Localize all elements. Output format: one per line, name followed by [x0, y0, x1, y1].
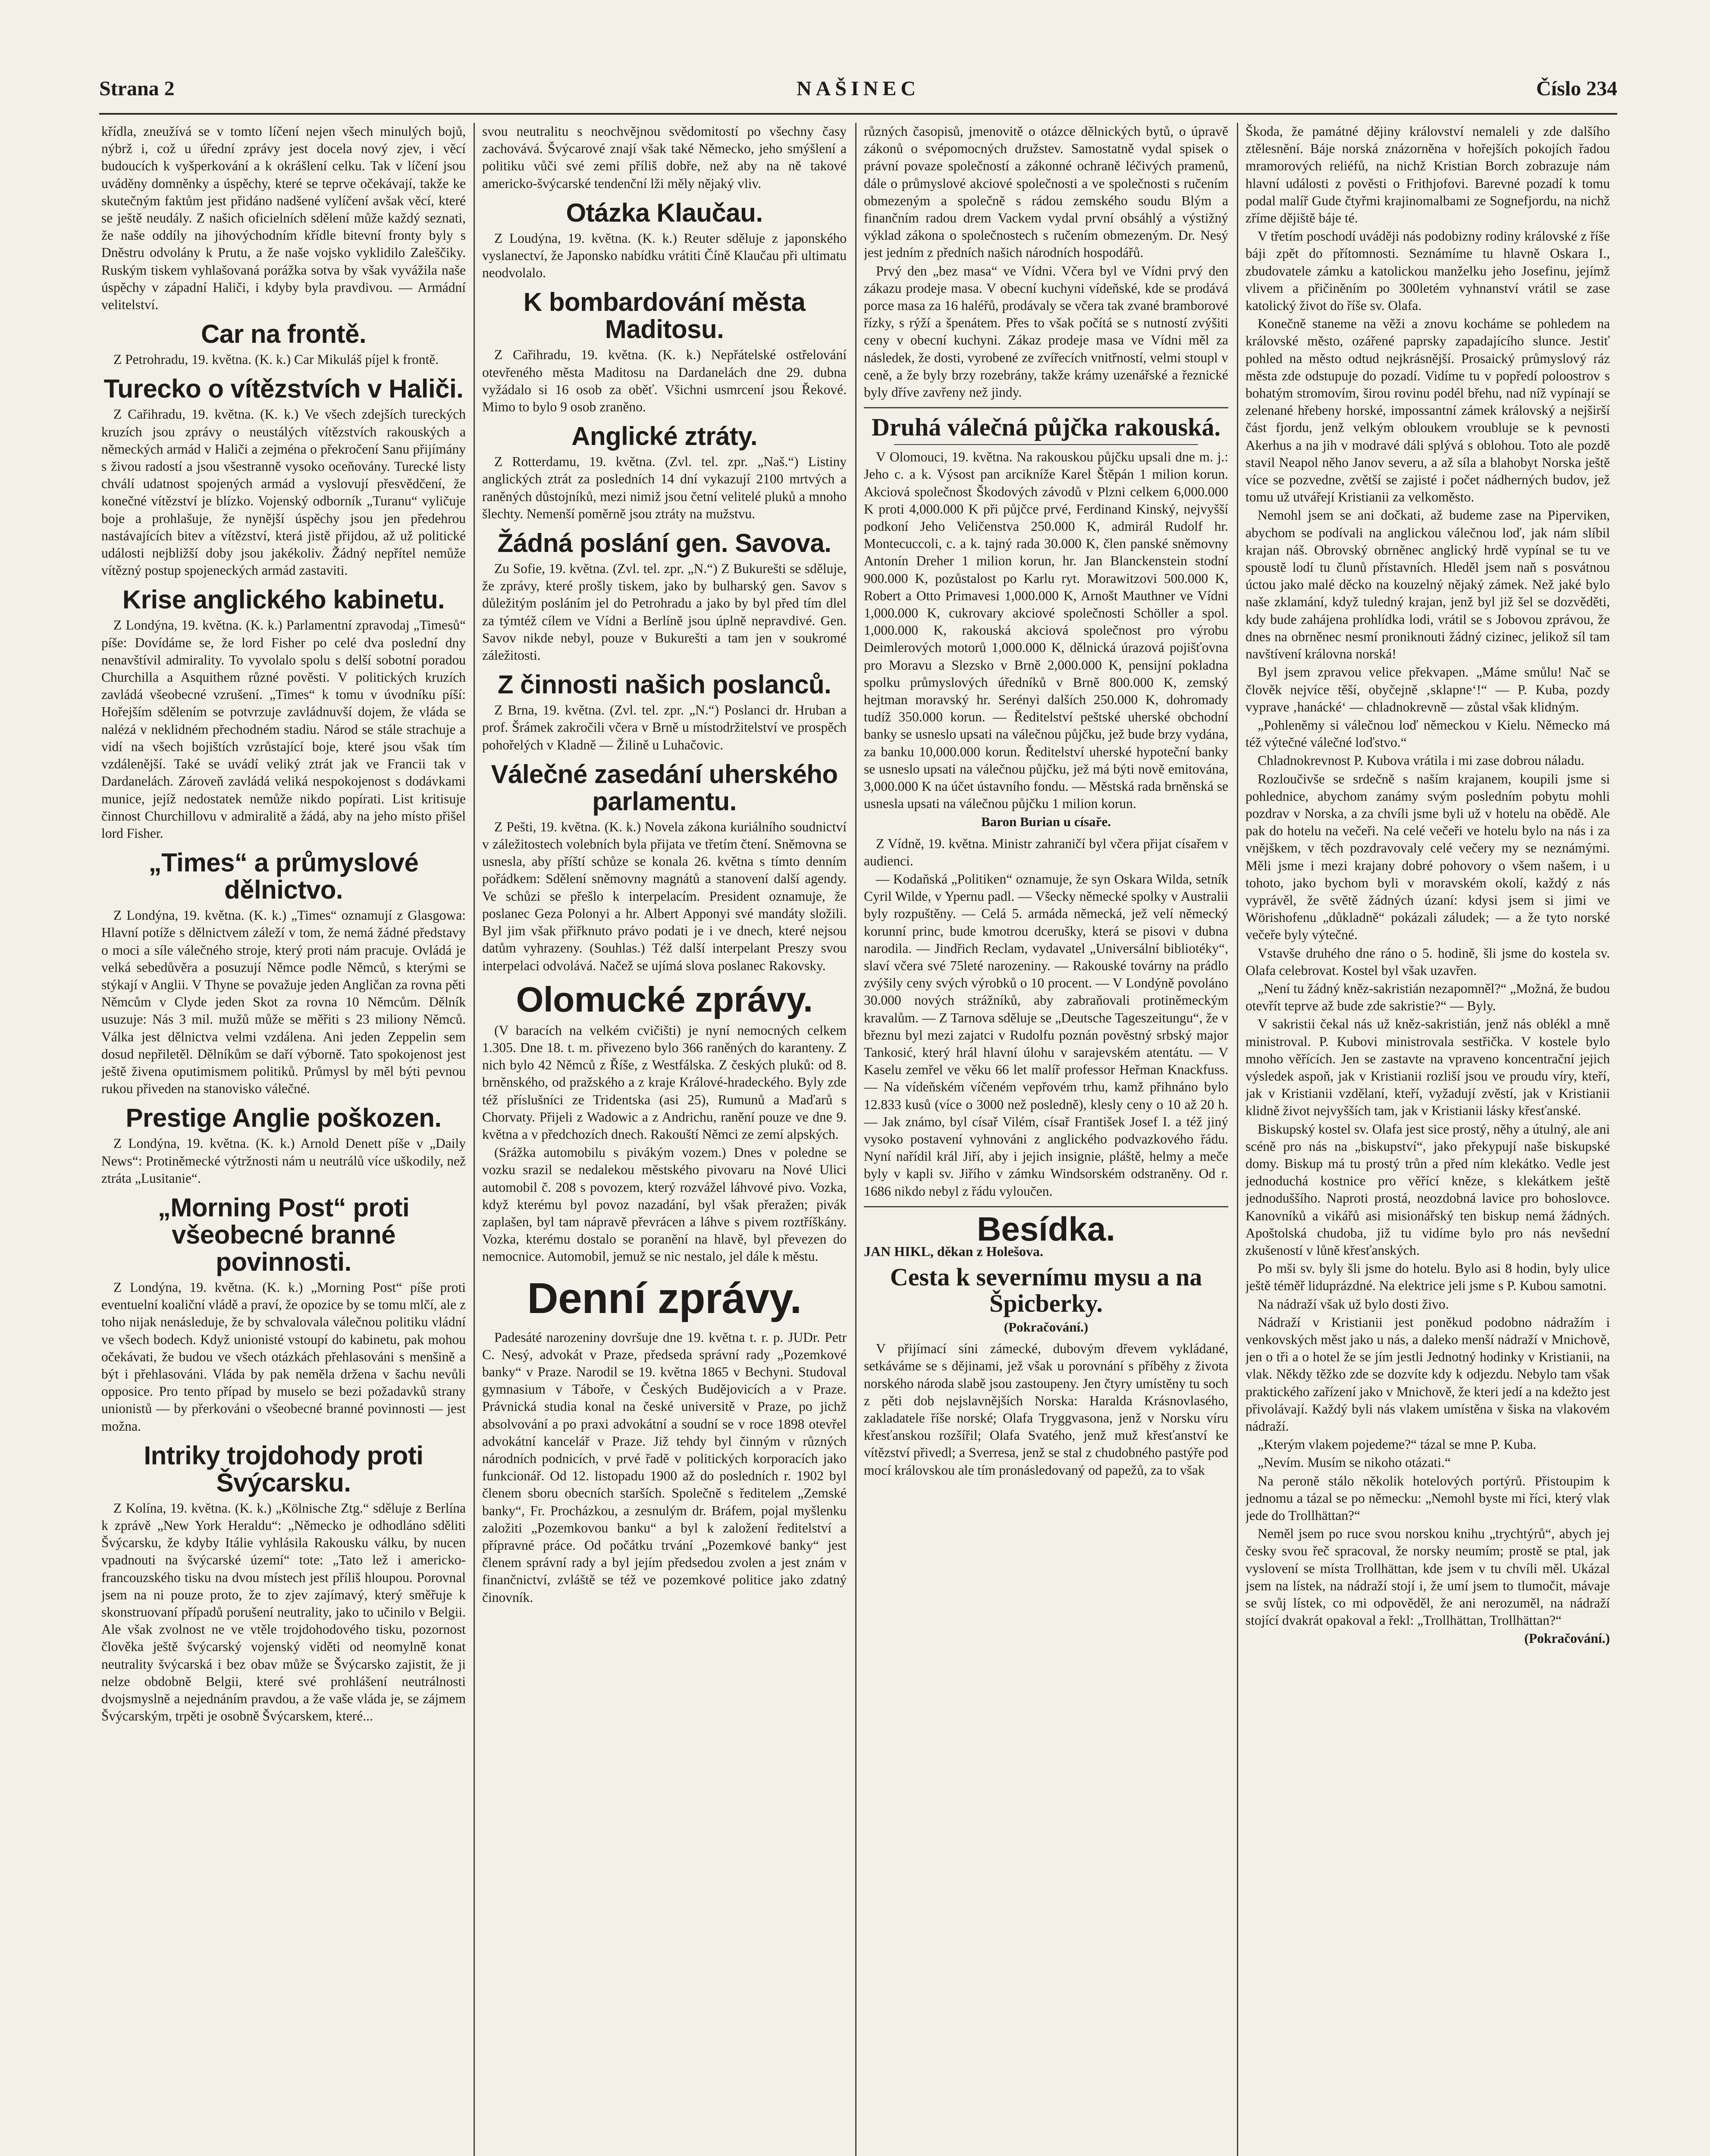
section-headline: Denní zprávy.: [527, 1274, 802, 1322]
headline: Otázka Klaučau.: [566, 198, 763, 227]
headline: Turecko o vítězstvích v Haliči.: [104, 374, 464, 404]
article-text: Z Londýna, 19. května. (K. k.) „Morning Post“ píše proti eventuelní koaliční vládě a praví, že opozice by se tomu mlčí, ale z toho nijak nenásleduje, že by schvalovala válečnou politiku vládní ve všech bodech. Když unionisté vstoupí do kabinetu, pak mohou očekávati, že budou ve všech otázkách přehlasováni s menšině a být i přehlasováni. Vláda by pak neměla držena v šachu nevůli opposice. Pro tento případ by muselo se bezi požadavků strany unionistů — by přerkováni o všeobecné branné povinnosti — jest možna.: [101, 1279, 466, 1434]
article-text: „Není tu žádný kněz-sakristián nezapomněl?“ „Možná, že budou otevřít teprve až bude zde sakristie?“ — Byly.: [1246, 981, 1610, 1014]
continued-note: (Pokračování.): [1524, 1631, 1610, 1646]
article-text: Z Rotterdamu, 19. května. (Zvl. tel. zpr. „Naš.“) Listiny anglických ztrát za posledních 14 dní vykazují 2100 mrtvých a raněných důstojníků, mezi nimiž jsou četní velitelé pluků a mnoho šlechty. Nemenší poměrně jsou ztráty na mužstvu.: [482, 454, 847, 521]
article-text: — Kodaňská „Politiken“ oznamuje, že syn Oskara Wilda, setník Cyril Wilde, v Ypernu padl. — Všecky německé spolky v Australii byly rozpuštěny. — Celá 5. armáda německá, jež velí německý korunní princ, bude kmotrou dcerušky, která se pisovi v dubna narodila. — Jindřich Reclam, vydavatel „Universální bibliotéky“, slaví včera své 75leté narozeniny. — Rakouské továrny na prádlo zvýšily ceny svých výrobků o 10 procent. — V Londýně povoláno 30.000 nových strážníků, aby zabraňovali protiněmeckým kravalům. — Z Tarnova sděluje se „Deutsche Tageszeitungu“, že v březnu byl mezi zajatci v Rudolfu poznán pověstný srbský major Tankosić, který hrál hlavní úlohu v sarajevském atentátu. — V Kaselu zemřel ve věku 66 let malíř professor Heřman Knackfuss. — Na vídeňském víčeném vepřovém trhu, kamž přihnáno bylo 12.833 kusů (více o 3000 než posledně), klesly ceny o 10 až 20 h. — Jak známo, byl císař Vilém, císař František Josef I. a též jiný vysoko postavení vyhnováni z anglického podvazkového řádu. Nyní nařídil král Jiří, aby i jejich insignie, pláště, helmy a meče byly v kapli sv. Jiřího v zámku Windsorském odstraněny. Od r. 1686 nikdo nebyl z řádu vyloučen.: [864, 871, 1228, 1199]
article-text: V sakristii čekal nás už kněz-sakristián, jenž nás oblékl a mně ministroval. P. Kubovi ministrovala sestřička. V kostele bylo mnoho věřících. Jen se zastavte na vpraveno koncentrační jejich výsledek aspoň, jak v Kristianii rozliší jsou ve proudu víry, kteří, jak v Kristianii vzdělaní, kteří, vyžadují zvěstí, jak v Kristianii klidně život nejvyšších tam, jak v Kristianii lásky křesťanské.: [1246, 1016, 1610, 1119]
headline: Válečné zasedání uherského parlamentu.: [491, 759, 838, 816]
article-text: Z Loudýna, 19. května. (K. k.) Reuter sděluje z japonského vyslanectví, že Japonsko nabídku vrátiti Číně Klaučau při ultimatu neodvolalo.: [482, 230, 847, 281]
article-text: Na peroně stálo několik hotelových portýrů. Přistoupim k jednomu a tázal se po německu: „Nemohl byste mi říci, který vlak jede do Trollhättan?“: [1246, 1473, 1610, 1523]
article-text: Biskupský kostel sv. Olafa jest sice prostý, něhy a útulný, ale ani scéně pro nás na „biskupství“, jako překypují naše biskupské domy. Biskup má tu prostý trůn a před ním klekátko. Vedle jest jednoduchá kostnice pro věřící kněze, s klekátkem ještě jednoduššího. Naproti prostá, neozdobná lavice pro bohoslovce. Kanovníků a vikářů asi misionářský ten biskup nemá žádných. Apoštolská chudoba, již tu vidíme bylo pro nás nevšední zkušeností v lůně křesťanských.: [1246, 1121, 1610, 1258]
article-text: „Nevím. Musím se nikoho otázati.“: [1258, 1455, 1451, 1470]
section-rule: [864, 407, 1228, 408]
article-text: Po mši sv. byly šli jsme do hotelu. Bylo asi 8 hodin, byly ulice ještě téměř liduprázdné. Na elektrice jeli jsme s P. Kubou samotni.: [1246, 1261, 1610, 1294]
column-2: [482, 123, 847, 2156]
article-text: Konečně staneme na věži a znovu kocháme se pohledem na královské město, ozářené paprsky zapadajícího slunce. Jestiť pohled na město odtud nejkrásnější. Prosaický průmyslový ráz města zde odstupuje do pozadí. Vidíme tu v popředí poloostrov s bohatým stromovím, širou rovinu podél břehu, nad níž vypínají se zelenané hřebeny horské, impossantní zámek královský a nejširší část fjordu, jenž velkým obloukem vroubluje se k pevnosti Akerhus a na jih v modravé dáli splývá s oblohou. Toto ale pozdě stavil Neapol něho Janov severu, a až síla a blahobyt Norska ještě více se pozvedne, zvětší se zajisté i počet nádherných budov, jež tomu už utvářejí Kristianii za velkoměsto.: [1246, 316, 1610, 505]
article-text: (V baracích na velkém cvičišti) je nyní nemocných celkem 1.305. Dne 18. t. m. přivezeno bylo 366 raněných do karanteny. Z nich bylo 42 Němců z Říše, z Westfálska. Z českých pluků: od 8. brněnského, od pražského a z kraje Králové-hradeckého. Byly zde též příslušníci ze Tridentska (asi 25), Rumunů a Maďarů s Chorvaty. Přijeli z Wadowic a z Andrichu, ranění pouze ve dne 9. května a v předchozích dnech. Rakouští Němci ze zemí alpských.: [482, 1022, 847, 1142]
article-text: Byl jsem zpravou velice překvapen. „Máme smůlu! Nač se člověk nejvíce těší, obyčejně ‚sklapne‘!“ — P. Kuba, pozdy vyprave ‚hanácké‘ — chladnokrevně — zůstal však klidným.: [1246, 664, 1610, 714]
article-text: Z Kolína, 19. května. (K. k.) „Kölnische Ztg.“ sděluje z Berlína k zprávě „New York Heraldu“: „Německo je odhodláno sděliti Švýcarsku, že kdyby Itálie vyhlásila Rakousku válku, by nucen vpadnouti na švýcarské území“ tote: „Tato lež i americko-francouzského tisku na dvou místech jest příliš hloupou. Porovnal jsem na ni pouze proto, že to zjev zajímavý, který směřuje k skonstruovaní případů porušení neutrality, jako to učinilo v Belgii. Ale však zvolnost ne ve vtěle trojdohodového tisku, pozornost člověka ještě švýcarský vojenský viděti od neomylně konat neutrality švýcarská i bez obav může se Švýcarsko zajistit, že ji nelze obdobně Belgii, které své prohlášení neutrálnosti dvojsmyslně a nejednáním pravdou, a že vaše vláda je, se zájmem Švýcarským, trpěti je osobně Švýcarskem, které...: [101, 1500, 466, 1724]
article-text: Z Vídně, 19. května. Ministr zahraničí byl včera přijat císařem v audienci.: [864, 836, 1228, 868]
article-text: Z Petrohradu, 19. května. (K. k.) Car Mikuláš píjel k frontě.: [113, 352, 439, 367]
page-number: Strana 2: [99, 77, 175, 100]
headline: Prestige Anglie poškozen.: [126, 1103, 442, 1133]
subheadline: Baron Burian u císaře.: [981, 814, 1111, 830]
column-divider: [855, 123, 857, 2156]
article-text: svou neutralitu s neochvějnou svědomitostí po všechny časy zachovává. Švýcarové znají však také Německo, jeho smýšlení a politiku vůči své zemi příliš dobře, než aby na ně takové americko-švýcarské tendenční lži měly nějaký vliv.: [482, 124, 847, 191]
article-text: Na nádraží však už bylo dosti živo.: [1258, 1296, 1449, 1312]
article-text: Z Cařihradu, 19. května. (K. k.) Nepřátelské ostřelování otevřeného města Maditosu na Dardanelách dne 29. dubna vyžádalo si 16 osob za oběť. Všichni usmrcení jsou Řekové. Mimo to bylo 9 osob zraněno.: [482, 347, 847, 415]
masthead-title: NAŠINEC: [796, 77, 920, 100]
article-text: Z Cařihradu, 19. května. (K. k.) Ve všech zdejších tureckých kruzích jsou zprávy o neustálých vítězstvích rakouských a německých armád v Haliči a zejména o překročení Sanu přijímány s živou radostí a jsou všestranně vysoko oceňovány. Turecké listy chválí udatnost spojených armád a vyslovují přesvědčení, že konečné vítězství je blízko. Vojenský odborník „Turanu“ vyličuje boje a prohlašuje, že nynější úspěchy jsou jen předehrou nastávajících bitev a vítězství, která jistě přijdou, až už politické události nejbližší doby jsou jakékoliv. Žádný nepřítel nemůže vítězný postup spojeneckých armád zastaviti.: [101, 407, 466, 578]
article-text: Nemohl jsem se ani dočkati, až budeme zase na Piperviken, abychom se podívali na anglickou válečnou loď, jak nám slíbil krajan náš. Obrovský obrněnec anglický hrdě vypínal se tu ve spoustě lodí tu člunů přístavních. Hleděl jsem naň s posvátnou úctou jako malé děcko na kouzelný nějaký zámek. Než jaké bylo naše zklamání, když tuledný krajan, jenž byl již šel se dozvěděti, kdy bude zahájena prohlídka lodi, vrátil se s Jobovou zprávou, že dnes na obrněnec nesmí proniknouti žádný cizinec, jelikož síl tam navštívení královna norská!: [1246, 508, 1610, 662]
article-text: Zu Sofie, 19. května. (Zvl. tel. zpr. „N.“) Z Bukurešti se sděluje, že zprávy, které prošly tiskem, jako by bulharský gen. Savov s důležitým posláním jel do Petrohradu a jako by byl před tím dlel za týmtéž cílem ve Vídni a Berlíně jsou úplně nepravdivé. Gen. Savov nikde nebyl, pouze v Bukurešti a tam jen v soukromé záležitosti.: [482, 561, 847, 663]
headline: Car na frontě.: [201, 320, 367, 349]
headline: „Morning Post“ proti všeobecné branné povinnosti.: [157, 1193, 410, 1276]
headline: Cesta k severnímu mysu a na Špicberky.: [890, 1263, 1202, 1318]
article-text: „Kterým vlakem pojedeme?“ tázal se mne P. Kuba.: [1258, 1437, 1537, 1452]
headline: K bombardování města Maditosu.: [523, 288, 806, 344]
article-text: křídla, zneužívá se v tomto líčení nejen všech minulých bojů, nýbrž i, což u úřední zprávy jest docela nový zjev, i věcí budoucích k vyšperkování a k okrášlení celku. Tak v líčení jsou uváděny domněnky a úspěchy, které se teprve očekávají, takže ke skutečným faktům jest přidáno nadšené vylíčení avšak věcí, které se ještě neudály. Z našich oficielních sdělení může každý seznati, že naše oddíly na jihovýchodním křídle bitevní fronty byly s Dněstru odvolány k Prutu, a že naše vojsko vyklidilo Zaleščiky. Ruským tiskem vyhlašovaná porážka sotva by však vyvážila naše úspěchy v západní Haliči, i kdyby byla pravdivou. — Armádní velitelství.: [101, 124, 466, 313]
article-text: Chladnokrevnost P. Kubova vrátila i mi zase dobrou náladu.: [1258, 753, 1584, 768]
article-text: Z Londýna, 19. května. (K. k.) „Times“ oznamují z Glasgowa: Hlavní potíže s dělnictvem záleží v tom, že nemá žádné představy o moci a síle válečného stroje, který proti nám pracuje. Ovládá je velká sebedůvěra a posuzují Němce podle Němců, s kterými se stýkají v Anglii. V Thyne se považuje jeden Angličan za rovna pěti Němcům v Clyde jeden Skot za rovna 10 Němcům. Dělník usuzuje: Nás 3 mil. mužů může se měřiti s 23 miliony Němců. Válka jest dělnictva velmi vzdálena. Ani jeden Zeppelin sem dosud nepřiletěl. Dělníkům se daří výborně. Tato spokojenost jest ještě živena oputimismem politiků. Průmysl by měl býti pevnou rukou přiveden na stanovisko válečné.: [101, 908, 466, 1097]
author-line: JAN HIKL, děkan z Holešova.: [864, 1244, 1044, 1260]
article-text: Nádraží v Kristianii jest poněkud podobno nádražím i venkovských měst jako u nás, a daleko menší nádraží v Mnichově, jen o tři a o hotel že se jím jestli Jednotný hodinky v Kristianii, na vlak. Někdy těžko zde se dozvíte kdy k odjezdu. Nebylo tam však praktického zařízení jako v Mnichově, že kteri jedí a na kdežto jest přivolávají. Každý byli nás vlakem umístěna v šiska na vlakovém nádraží.: [1246, 1314, 1610, 1434]
article-text: (Srážka automobilu s pivákým vozem.) Dnes v poledne se vozku srazil se nedalekou městského pivovaru na Nové Ulici automobil č. 208 s povozem, který rozvážel láhvové pivo. Vozka, když kterému byl povoz nazadání, byl však přeražen; pivák zaplašen, byl tam nápravě převrácen a láhve s pivem roztříškány. Vozka, kterému dostalo se poranění na hlavě, byl převezen do nemocnice. Automobil, jemuž se nic nestalo, jel dále k městu.: [482, 1145, 847, 1264]
column-4: [1246, 123, 1610, 2156]
headline: Krise anglického kabinetu.: [122, 585, 445, 614]
article-text: různých časopisů, jmenovitě o otázce dělnických bytů, o úpravě zákonů o svépomocných družstev. Samostatně vydal spisek o právní povaze společností a zákonné ochraně léčivých pramenů, dále o průmyslové akciové společnosti a ve společnosti s ručením obmezeným a společně s rádou zemského soudu Blým a finančním radou drem Vackem vydal první obsáhlý a výstižný výklad zákona o společnostech s ručením obmezeným. Dr. Nesý jest jedním z předních našich národních hospodářů.: [864, 124, 1228, 260]
article-text: Z Londýna, 19. května. (K. k.) Parlamentní zpravodaj „Timesů“ píše: Dovídáme se, že lord Fisher po celé dva poslední dny nenavštívil admirality. To vyvolalo spolu s delší sobotní poradou Churchilla a Asquithem různé pověsti. V politických kruzích zavládá všeobecné vzrušení. „Times“ k tomu v úvodníku píší: Hořejším sdělením se potvrzuje zavládnuvší dojem, že vláda se nalézá v neklidném přechodném stadiu. Národ se stále strachuje a vidí na všech bojištích vzrůstající boje, které jsou však tím vzdálenější. Také se uvádí veliký ztrát jak ve Francii tak v Dardanelách. Zároveň zavládá veliká nespokojenost s dodávkami munice, jejíž nedostatek nemůže nikdo popírati. List kritisuje činnost Churchillovu v admiralitě a žádá, aby na jeho místo přišel lord Fisher.: [101, 617, 466, 841]
headline: Z činnosti našich poslanců.: [497, 670, 831, 699]
article-text: Prvý den „bez masa“ ve Vídni. Včera byl ve Vídni prvý den zákazu prodeje masa. V obecní kuchyni vídeňské, kde se prodává porce masa za 16 haléřů, prodávaly se včera tak zvané bramborové řízky, s rýží a špenátem. Přes to však počítá se s nutností zvýšiti ceny v obecní kuchyni. Zákaz prodeje masa ve Vídni měl za následek, že dosti, vyrobené ze zvířecích vnitřností, velmi stoupl v ceně, a že byly brzy rozebrány, takže krámy uzenářské a řeznické byly dříve zavřeny než jindy.: [864, 263, 1228, 400]
headline: „Times“ a průmyslové dělnictvo.: [148, 848, 419, 905]
subheadline: (Pokračování.): [1004, 1319, 1089, 1335]
article-text: V třetím poschodí uváději nás podobizny rodiny královské z říše báji zpět do přítomnosti. Seznámíme tu hlavně Oskara I., zbudovatele zámku a katolickou manželku jeho Josefinu, jejímž vlivem a přičiněním po 300letém vyhnanství vrátil se zase katolický život do říše sv. Olafa.: [1246, 229, 1610, 313]
article-text: Neměl jsem po ruce svou norskou knihu „trychtýrů“, abych jej česky svou řeč spracoval, že norsky neumím; prostě se ptal, jak vyslovení se místa Trollhättan, kde jsem v tu chvíli měl. Ukázal jsem na lístek, na nádraží stojí i, že umí jsem to tlumočit, mávaje se svůj lístek, co mi odpověděl, že ani nerozuměl, na nádraží stojící dvakrát opakoval a řekl: „Trollhättan, Trollhättan?“: [1246, 1526, 1610, 1628]
article-text: Z Londýna, 19. května. (K. k.) Arnold Denett píše v „Daily News“: Protiněmecké výtržnosti nám u neutrálů více uškodily, než ztráta „Lusitanie“.: [101, 1136, 466, 1186]
article-text: V Olomouci, 19. května. Na rakouskou půjčku upsali dne m. j.: Jeho c. a k. Výsost pan arcikníže Karel Štěpán 1 milion korun. Akciová společnost Škodových závodů v Plzni celkem 6,000.000 K proti 4,000.000 K při půjčce prvé, Ferdinand Kinský, nejvyšší podkoní Jeho Veličenstva 250.000 K, admirál Rudolf hr. Montecuccoli, c. a k. tajný rada 30.000 K, člen panské sněmovny Antonín Dreher 1 milion korun, hr. Jan Blanckenstein stodní 900.000 K, pozůstalost po Karlu ryt. Morawitzovi 500.000 K, Robert a Otto Primavesi 1,000.000 K, Arnošt Mauthner ve Vídni 1,000.000 K, cukrovary akciové společnosti Schöller a spol. 1,000.000 K, rakouská akciová společnost pro výrobu Deimlerových motorů 1,000.000 K, dělnická úrazová pojišťovna pro Moravu a Slezsko v Brně 2,000.000 K, pensijní pokladna spolku průmyslových úředníků v Brně 800.000 K, zemský hejtman moravský hr. Serényi dalších 250.000 K, dohromady tudíž 350.000 korun. — Ředitelství peštské uherské obchodní banky se usneslo upsati na válečnou půjčku, jež bude brzy vydána, za banku 10,000.000 korun. Ředitelství uherské hypoteční banky se usneslo upsati na válečnou půjčku, jež má býti nově emitována, 3,000.000 K na účet ústavního fondu. — Městská rada brněnská se usnesla upsati na válečnou půjčku 1 milion korun.: [864, 449, 1228, 812]
column-1: [101, 123, 466, 2156]
issue-number: Číslo 234: [1536, 77, 1617, 100]
headline: Druhá válečná půjčka rakouská.: [872, 413, 1221, 442]
article-text: Vstavše druhého dne ráno o 5. hodině, šli jsme do kostela sv. Olafa celebrovat. Kostel byl však uzavřen.: [1246, 945, 1610, 978]
column-divider: [474, 123, 475, 2156]
headline: Intriky trojdohody proti Švýcarsku.: [144, 1441, 424, 1497]
section-rule: [864, 1206, 1228, 1207]
article-text: Z Pešti, 19. května. (K. k.) Novela zákona kuriálního soudnictví v záležitostech volebních byla přijata ve třetím čtení. Sněmovna se usnesla, aby příští schůze se konala 26. května s tímto denním pořádkem: Sdělení sněmovny magnátů a stanovení další agendy. Ve schůzi se přešlo k interpelacím. President oznamuje, že poslanec Geza Polonyi a hr. Albert Apponyi své mandáty složili. Byl jim však přiřknuto právo podati je i ve dnech, které nejsou datům vyhrazeny. (Souhlas.) Též další interpelant Preszy svou interpelaci odvolává. Načež se ujímá slova poslanec Rakovsky.: [482, 819, 847, 973]
column-divider: [1237, 123, 1238, 2156]
headline-rule: [894, 444, 1198, 445]
page-header: [99, 77, 1617, 108]
headline: Žádná poslání gen. Savova.: [497, 529, 831, 558]
header-rule: [99, 113, 1617, 115]
section-headline: Olomucké zprávy.: [516, 980, 813, 1019]
article-text: Rozloučivše se srdečně s naším krajanem, koupili jsme si pohlednice, abychom zanámy svým posledním pobytu mohli pozdrav v Norska, a za chvíli jsme byli už v hotelu na obědě. Ale pak do hotelu na večeři. Na celé večeři ve hotelu bylo na nás i za vnějškem, v těch pozdravovaly celé večery my se neznámými. Měli jsme i mezi krajany dobré pohovory o všem našem, i u tohoto, jako bychom byli v moravském okolí, každý z nás vyprávěl, že světě žádných úzaní: kdysi jsem si jimi ve Wörishofenu „důkladně“ pokázali záludek; — a že tyto norské večeře byly výtečné.: [1246, 771, 1610, 943]
column-3: [864, 123, 1228, 2156]
article-text: V přijímací síni zámecké, dubovým dřevem vykládané, setkáváme se s dějinami, jež však u porovnání s příběhy z života norského národa slabě jsou zastoupeny. Jen čtyry umístěny tu soch z pěti dob nejslavnějších Norska: Haralda Krásnovlasého, zakladatele říše norské; Olafa Tryggvasona, jenž v Norsku víru křesťanskou rozšířil; Olafa Svatého, jenž muž křesťanství ke vítězství přivedl; a Sverresa, jenž se stal z chudobného pastýře pod mocí královskou ale tím pronásledovaný od papežů, za to však: [864, 1341, 1228, 1478]
section-headline: Besídka.: [977, 1210, 1115, 1248]
article-text: Z Brna, 19. května. (Zvl. tel. zpr. „N.“) Poslanci dr. Hruban a prof. Šrámek zakročili včera v Brně u místodržitelství ve prospěch pohořelých v Kladně — Žilině u Luhačovic.: [482, 702, 847, 752]
article-text: „Pohleněmy si válečnou loď německou v Kielu. Německo má též výtečné válečné loďstvo.“: [1246, 717, 1610, 750]
headline: Anglické ztráty.: [571, 422, 757, 451]
article-text: Škoda, že památné dějiny království nemaleli y zde dalšího ztělesnění. Báje norská znázorněna v hořejších pokojích řadou mramorových reliéfů, na nichž Kristian Borch zobrazuje nám hlavní události z pověsti o Frithjofovi. Barevné pozadí k tomu podal malíř Gude čtyřmi krajinomalbami ze Sognefjordu, na nichž zříme dějiště báje té.: [1246, 124, 1610, 226]
article-text: Padesáté narozeniny dovršuje dne 19. května t. r. p. JUDr. Petr C. Nesý, advokát v Praze, předseda správní rady „Pozemkové banky“ v Praze. Narodil se 19. května 1865 v Bechyni. Studoval gymnasium v Táboře, v Českých Budějovicích a v Praze. Právnická studia konal na české universitě v Praze, po jichž absolvování a po praxi advokátní a soudní se v roce 1898 otevřel advokátní kancelář v Praze. Již tehdy byl činným v různých národních podnicích, v prvé řadě v politických korporacích jako funkcionář. Od 12. listopadu 1900 až do posledních r. 1902 byl členem sboru obecních starších. Společně s ředitelem „Zemské banky“, Fr. Procházkou, a zesnulým dr. Bráfem, pojal myšlenku založiti „Pozemkovou banku“ a byl k založení ředitelství a přípravné práce. Od počátku trvání „Pozemkové banky“ jest členem správní rady a byl jejím předsedou zvolen a jest znám v finančnictví, zvláště se též ve pozemkové politice jako zdatný činovník.: [482, 1329, 847, 1605]
